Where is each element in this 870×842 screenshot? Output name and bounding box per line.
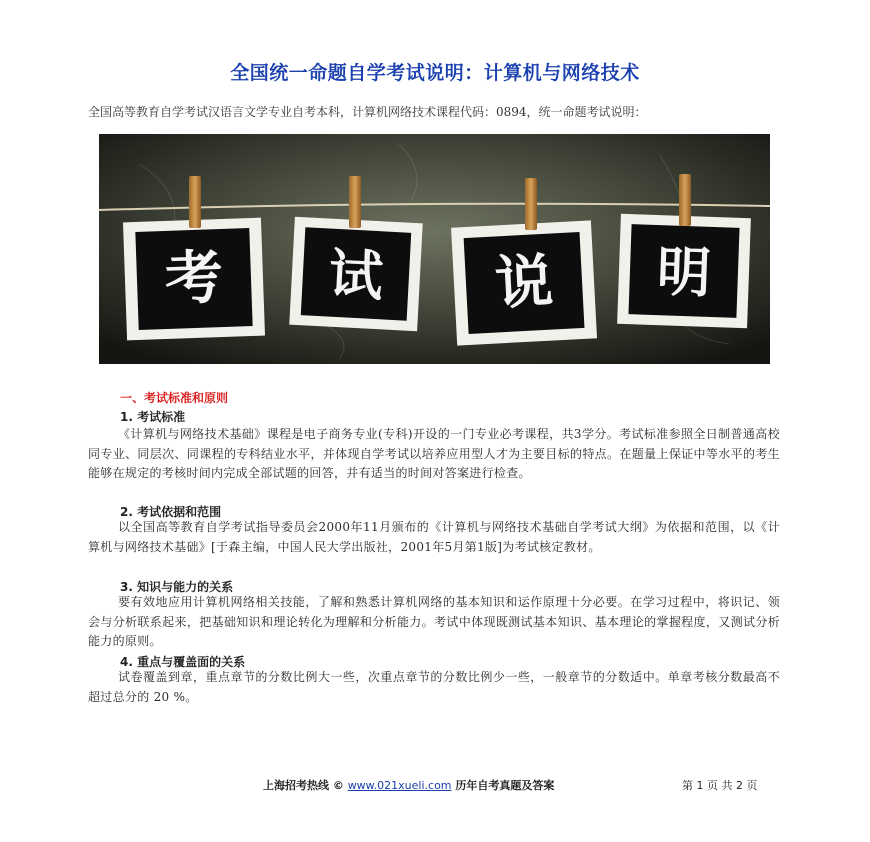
hero-char-1: 考 — [163, 243, 225, 313]
section-heading: 一、考试标准和原则 — [120, 391, 229, 405]
subsection-heading-1: 1. 考试标准 — [120, 410, 186, 424]
document-title: 全国统一命题自学考试说明：计算机与网络技术 — [230, 62, 640, 84]
subsection-heading-2: 2. 考试依据和范围 — [120, 505, 222, 519]
footer-suffix: 历年自考真题及答案 — [455, 779, 555, 792]
paragraph-3: 要有效地应用计算机网络相关技能，了解和熟悉计算机网络的基本知识和运作原理十分必要。在学习过程中，将识记、领会与分析联系起来，把基础知识和理论转化为理解和分析能力。考试中体现既测试基本知识、基本理论的掌握程度，又测试分析能力的原则。 — [88, 595, 780, 648]
page-number: 第 1 页 共 2 页 — [682, 779, 758, 792]
hero-illustration — [99, 134, 770, 364]
paragraph-4: 试卷覆盖到章，重点章节的分数比例大一些，次重点章节的分数比例少一些，一般章节的分数适中。单章考核分数最高不超过总分的 20 %。 — [88, 670, 780, 704]
paragraph-1: 《计算机与网络技术基础》课程是电子商务专业(专科)开设的一门专业必考课程，共3学分。考试标准参照全日制普通高校同专业、同层次、同课程的专科结业水平，并体现自学考试以培养应用型人才为主要目标的特点。在题量上保证中等水平的考生能够在规定的考核时间内完成全部试题的回答，并有适当的时间对答案进行检查。 — [88, 427, 780, 480]
subsection-heading-4: 4. 重点与覆盖面的关系 — [120, 655, 246, 669]
subsection-heading-3: 3. 知识与能力的关系 — [120, 580, 234, 594]
footer-prefix: 上海招考热线 © — [263, 779, 344, 792]
footer-link[interactable]: www.021xueli.com — [347, 779, 452, 792]
paragraph-2: 以全国高等教育自学考试指导委员会2000年11月颁布的《计算机与网络技术基础自学考试大纲》为依据和范围，以《计算机与网络技术基础》[于森主编，中国人民大学出版社，2001年5月第1版]为考试核定教材。 — [88, 520, 780, 554]
hero-char-2: 试 — [327, 241, 385, 309]
hero-char-4: 明 — [655, 239, 713, 305]
hero-char-3: 说 — [493, 246, 555, 318]
footer-source — [263, 777, 554, 793]
hero-image — [99, 134, 770, 364]
intro-line: 全国高等教育自学考试汉语言文学专业自考本科，计算机网络技术课程代码：0894，统一命题考试说明： — [88, 105, 647, 119]
